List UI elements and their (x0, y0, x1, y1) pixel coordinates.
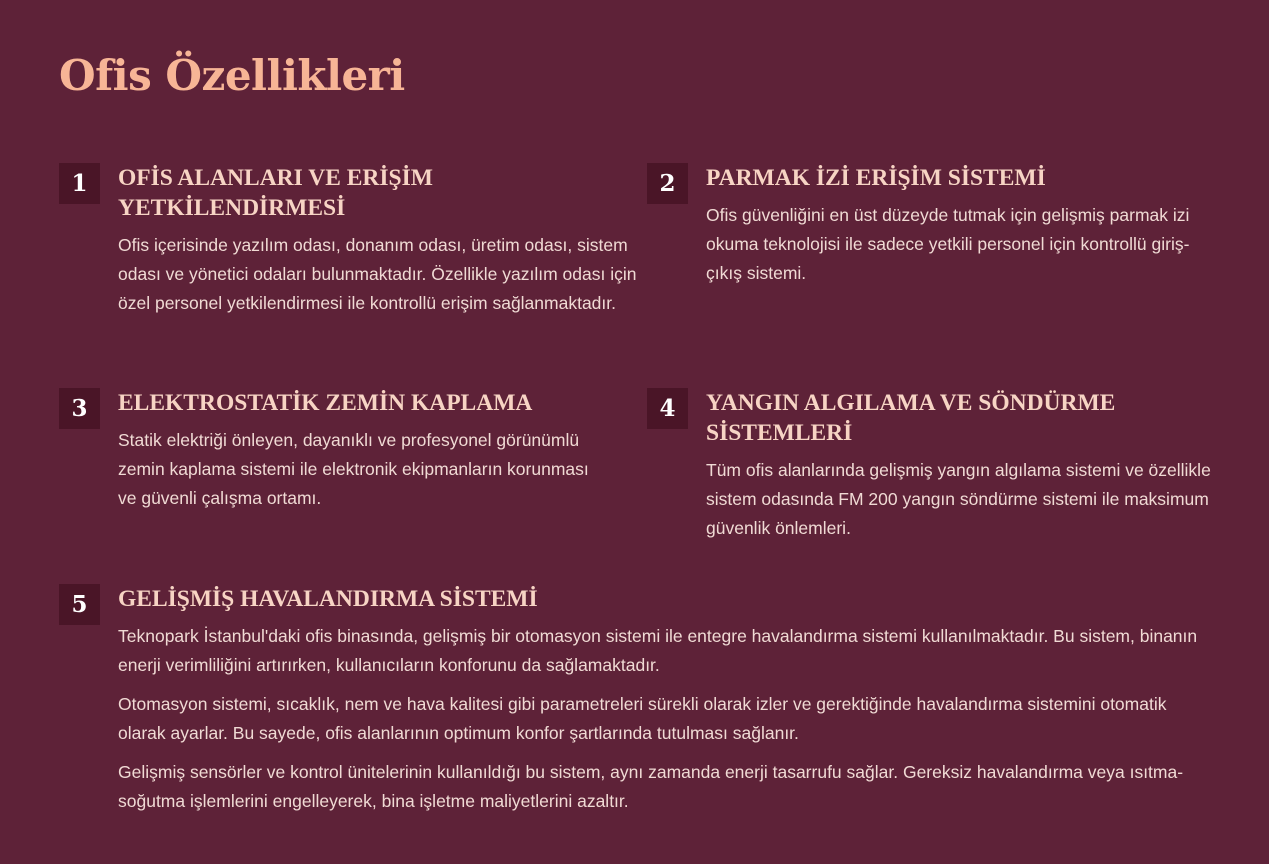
feature-title: GELİŞMİŞ HAVALANDIRMA SİSTEMİ (118, 586, 538, 612)
feature-description: Gelişmiş sensörler ve kontrol ünitelerinin kullanıldığı bu sistem, aynı zamanda enerji tasarrufu sağlar. Gereksiz havalandırma veya ısıtma-soğutma işlemlerini engelleyerek, bina işletme maliyetlerini azaltır. (118, 762, 1184, 811)
feature-office-areas (59, 163, 649, 318)
feature-description: Ofis güvenliğini en üst düzeyde tutmak için gelişmiş parmak izi okuma teknolojisi ile sadece yetkili personel için kontrollü giriş-çıkış sistemi. (706, 205, 1190, 283)
feature-description: Ofis içerisinde yazılım odası, donanım odası, üretim odası, sistem odası ve yönetici odaları bulunmaktadır. Özellikle yazılım odası için özel personel yetkilendirmesi ile kontrollü erişim sağlanmaktadır. (118, 235, 637, 313)
page-title: Ofis Özellikleri (59, 51, 405, 100)
feature-ventilation-system (59, 584, 1239, 816)
feature-description: Teknopark İstanbul'daki ofis binasında, gelişmiş bir otomasyon sistemi ile entegre havalandırma sistemi kullanılmaktadır. Bu sistem, binanın enerji verimliliğini artırırken, kullanıcıların konforunu da sağlamaktadır. (118, 626, 1198, 675)
feature-title: OFİS ALANLARI VE ERİŞİM YETKİLENDİRMESİ (118, 165, 433, 221)
feature-number-badge: 1 (59, 163, 100, 204)
feature-fingerprint-access (647, 163, 1227, 288)
feature-description: Otomasyon sistemi, sıcaklık, nem ve hava kalitesi gibi parametreleri sürekli olarak izler ve gerektiğinde havalandırma sistemini otomatik olarak ayarlar. Bu sayede, ofis alanlarının optimum konfor şartlarında tutulması sağlanır. (118, 694, 1167, 743)
feature-number-badge: 3 (59, 388, 100, 429)
feature-number-badge: 2 (647, 163, 688, 204)
feature-fire-systems (647, 388, 1227, 543)
feature-number-badge: 4 (647, 388, 688, 429)
feature-title: PARMAK İZİ ERİŞİM SİSTEMİ (706, 165, 1046, 191)
feature-electrostatic-floor (59, 388, 649, 513)
feature-description: Statik elektriği önleyen, dayanıklı ve profesyonel görünümlü zemin kaplama sistemi ile elektronik ekipmanların korunması ve güvenli çalışma ortamı. (118, 430, 589, 508)
feature-title: ELEKTROSTATİK ZEMİN KAPLAMA (118, 390, 533, 416)
feature-description: Tüm ofis alanlarında gelişmiş yangın algılama sistemi ve özellikle sistem odasında FM 200 yangın söndürme sistemi ile maksimum güvenlik önlemleri. (706, 460, 1211, 538)
feature-title: YANGIN ALGILAMA VE SÖNDÜRME SİSTEMLERİ (706, 390, 1116, 446)
feature-number-badge: 5 (59, 584, 100, 625)
